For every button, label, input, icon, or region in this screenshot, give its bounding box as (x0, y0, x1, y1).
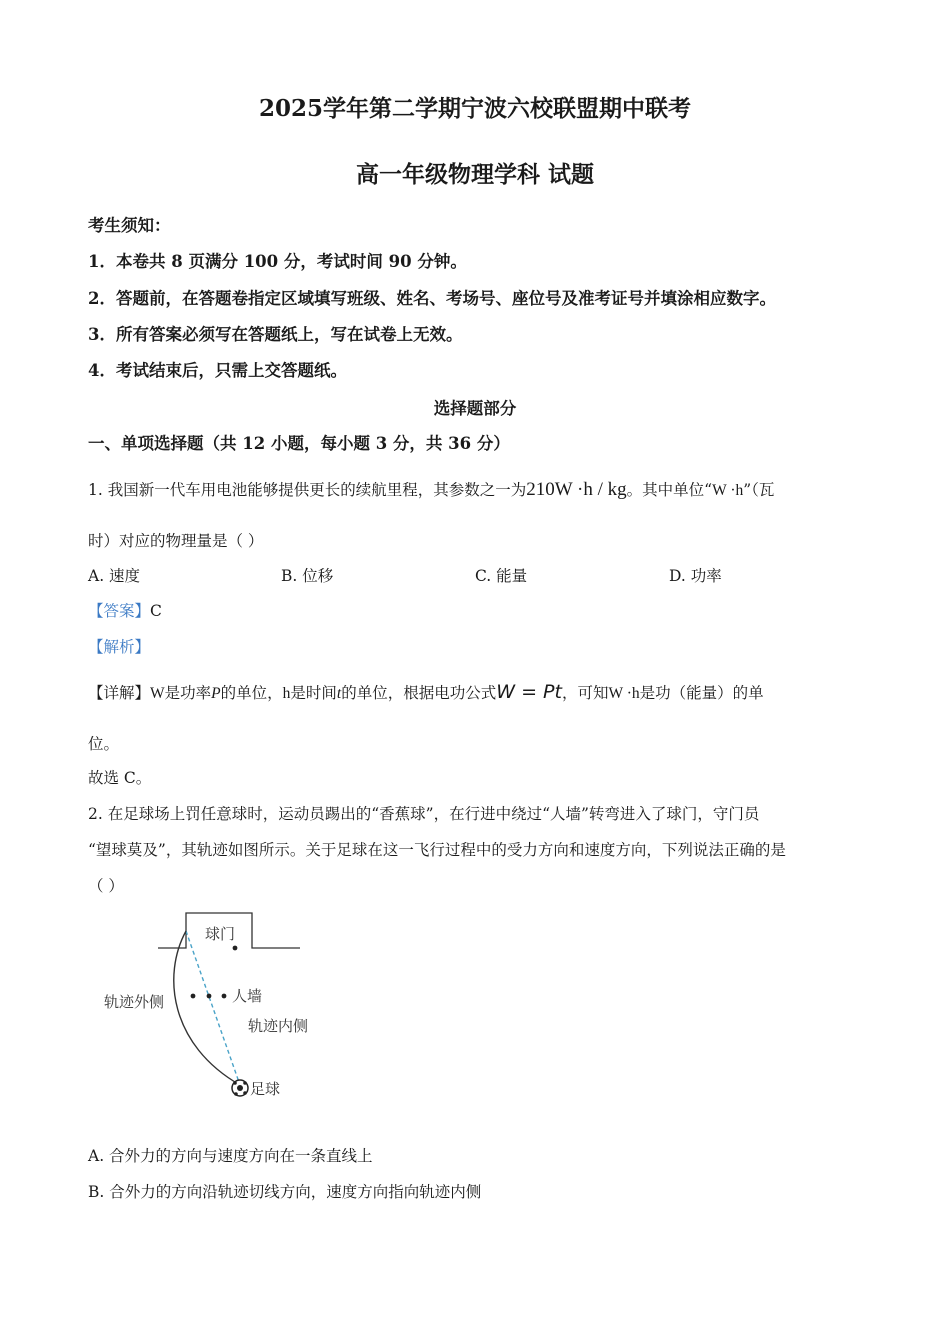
q1-stem-part: ”（瓦 (743, 481, 775, 499)
q2-option-a: A. 合外力的方向与速度方向在一条直线上 (88, 1147, 373, 1165)
goal-label: 球门 (205, 925, 236, 943)
q1-stem-line2: 时）对应的物理量是（ ） (88, 532, 264, 550)
football-icon (232, 1080, 248, 1096)
detail-symbol: P (211, 685, 221, 702)
analysis-tag: 【解析】 (88, 638, 151, 656)
q1-detail (88, 681, 868, 703)
wall-dot (207, 994, 212, 999)
exam-title: 2025学年第二学期宁波六校联盟期中联考 (258, 95, 691, 122)
detail-symbol: W ·h (608, 685, 640, 702)
detail-text: 是时间 (290, 684, 337, 702)
notice-item: 4．考试结束后，只需上交答题纸。 (88, 361, 347, 380)
detail-formula: W = Pt (496, 681, 562, 703)
wall-label: 人墙 (232, 987, 263, 1005)
inner-side-label: 轨迹内侧 (248, 1017, 309, 1035)
notice-item: 3．所有答案必须写在答题纸上，写在试卷上无效。 (88, 325, 463, 344)
goal-point (233, 946, 238, 951)
section-part-title: 选择题部分 (433, 399, 517, 418)
exam-subtitle: 高一年级物理学科 试题 (355, 161, 594, 188)
detail-symbol: W (150, 685, 165, 702)
q2-stem-line1: 2. 在足球场上罚任意球时，运动员踢出的“香蕉球”，在行进中绕过“人墙”转弯进入了球门，守门员 (88, 805, 760, 823)
q2-option-b: B. 合外力的方向沿轨迹切线方向，速度方向指向轨迹内侧 (88, 1183, 482, 1201)
q1-stem-part: 1. 我国新一代车用电池能够提供更长的续航里程，其参数之一为 (88, 481, 527, 499)
q1-option-b: B. 位移 (281, 567, 334, 585)
q1-stem (88, 478, 868, 501)
q2-stem-line3: （ ） (88, 877, 124, 895)
ball-label: 足球 (250, 1080, 281, 1098)
wall-dot (222, 994, 227, 999)
q1-option-c: C. 能量 (475, 567, 528, 585)
wall-dot (191, 994, 196, 999)
trajectory-curve (174, 931, 240, 1085)
straight-path-line (186, 931, 240, 1085)
detail-text: 是功率 (164, 684, 212, 702)
detail-text: ，可知 (561, 684, 609, 702)
q1-answer (88, 599, 162, 621)
detail-text: 的单位，根据电功公式 (341, 684, 497, 702)
notice-item: 1．本卷共 8 页满分 100 分，考试时间 90 分钟。 (88, 252, 467, 271)
q1-conclusion: 故选 C。 (88, 769, 152, 787)
q1-option-a: A. 速度 (88, 567, 141, 585)
answer-tag: 【答案】 (88, 602, 151, 620)
outer-side-label: 轨迹外侧 (104, 993, 165, 1011)
q1-option-d: D. 功率 (669, 567, 722, 585)
notice-item: 2．答题前，在答题卷指定区域填写班级、姓名、考场号、座位号及准考证号并填涂相应数字。 (88, 289, 776, 308)
q1-detail-line2: 位。 (88, 735, 120, 753)
answer-value: C (150, 602, 162, 620)
q2-stem-line2: “望球莫及”，其轨迹如图所示。关于足球在这一飞行过程中的受力方向和速度方向，下列说法正确的是 (88, 841, 786, 859)
notice-heading: 考生须知： (88, 216, 171, 235)
section-heading: 一、单项选择题（共 12 小题，每小题 3 分，共 36 分） (88, 434, 510, 453)
q1-stem-part: 。其中单位“ (626, 481, 713, 499)
detail-symbol: t (336, 685, 342, 702)
detail-text: 是功（能量）的单 (639, 684, 764, 702)
q1-unit: W ·h (712, 482, 744, 499)
detail-symbol: h (282, 685, 291, 702)
detail-text: 的单位， (220, 684, 283, 702)
detail-tag: 【详解】 (88, 684, 151, 702)
trajectory-figure (100, 905, 330, 1105)
q1-formula: 210W ·h / kg (526, 479, 627, 500)
